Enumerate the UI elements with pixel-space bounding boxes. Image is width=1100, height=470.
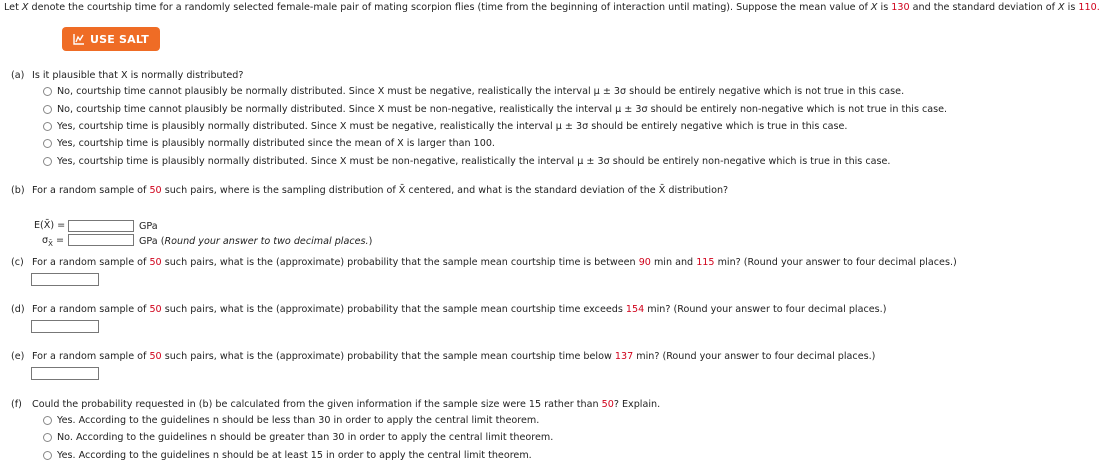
part-a-letter: (a) <box>11 70 25 81</box>
part-b-letter: (b) <box>11 185 25 196</box>
part-a-option-1[interactable]: No, courtship time cannot plausibly be normally distributed. Since X must be negative, realistically the interval μ ± 3σ should be entirely negative which is not true in this case. <box>57 86 905 97</box>
chart-icon <box>73 33 85 45</box>
part-a-option-5[interactable]: Yes, courtship time is plausibly normally distributed. Since X must be non-negative, realistically the interval μ ± 3σ should be entirely non-negative which is true in this case. <box>57 156 891 167</box>
part-c-question: For a random sample of 50 such pairs, what is the (approximate) probability that the sample mean courtship time is between 90 min and 115 min? (Round your answer to four decimal places.) <box>32 257 957 268</box>
part-c-answer-input[interactable] <box>31 273 99 286</box>
part-e-question: For a random sample of 50 such pairs, what is the (approximate) probability that the sample mean courtship time below 137 min? (Round your answer to four decimal places.) <box>32 351 876 362</box>
use-salt-button[interactable] <box>62 27 160 51</box>
part-a-question: Is it plausible that X is normally distributed? <box>32 70 244 81</box>
sd-xbar-unit: GPa (Round your answer to two decimal places.) <box>139 236 373 247</box>
part-a-option-5-radio[interactable] <box>43 157 52 166</box>
sd-xbar-label: $\sigma_{X̄}$ = <box>42 235 64 248</box>
part-e-answer-input[interactable] <box>31 367 99 380</box>
part-f-option-1[interactable]: Yes. According to the guidelines n should be less than 30 in order to apply the central limit theorem. <box>57 415 540 426</box>
part-f-letter: (f) <box>11 399 22 410</box>
sd-value: 110. <box>1078 2 1100 13</box>
part-a-option-4-radio[interactable] <box>43 139 52 148</box>
part-c-letter: (c) <box>11 257 24 268</box>
part-f-option-2-radio[interactable] <box>43 433 52 442</box>
part-a-option-1-radio[interactable] <box>43 87 52 96</box>
sample-size: 50 <box>149 185 162 196</box>
part-d-answer-input[interactable] <box>31 320 99 333</box>
part-d-question: For a random sample of 50 such pairs, what is the (approximate) probability that the sample mean courtship time exceeds 154 min? (Round your answer to four decimal places.) <box>32 304 887 315</box>
part-f-question: Could the probability requested in (b) be calculated from the given information if the sample size were 15 rather than 50? Explain. <box>32 399 661 410</box>
part-a-option-4[interactable]: Yes, courtship time is plausibly normally distributed since the mean of X is larger than 100. <box>57 138 495 149</box>
part-f-option-3-radio[interactable] <box>43 451 52 460</box>
expected-value-label: E(X̄) = <box>34 220 66 231</box>
part-e-letter: (e) <box>11 351 25 362</box>
sd-xbar-input[interactable] <box>68 234 134 246</box>
part-f-option-1-radio[interactable] <box>43 416 52 425</box>
part-a-option-2[interactable]: No, courtship time cannot plausibly be normally distributed. Since X must be non-negative, realistically the interval μ ± 3σ should be entirely non-negative which is not true in this case. <box>57 104 948 115</box>
part-a-option-3-radio[interactable] <box>43 122 52 131</box>
part-a-option-2-radio[interactable] <box>43 105 52 114</box>
part-f-option-2[interactable]: No. According to the guidelines n should be greater than 30 in order to apply the central limit theorem. <box>57 432 554 443</box>
use-salt-label: USE SALT <box>90 32 149 46</box>
part-d-letter: (d) <box>11 304 25 315</box>
part-b-question: For a random sample of 50 such pairs, where is the sampling distribution of X̄ centered, and what is the standard deviation of the X̄ distribution? <box>32 185 729 196</box>
expected-value-unit: GPa <box>139 221 158 232</box>
mean-value: 130 <box>891 2 910 13</box>
problem-intro: Let X denote the courtship time for a randomly selected female-male pair of mating scorpion flies (time from the beginning of interaction until mating). Suppose the mean value of X is 130 and the standard deviation of X is 110. <box>4 2 1100 13</box>
part-a-option-3[interactable]: Yes, courtship time is plausibly normally distributed. Since X must be negative, realistically the interval μ ± 3σ should be entirely negative which is true in this case. <box>57 121 848 132</box>
expected-value-input[interactable] <box>68 220 134 232</box>
part-f-option-3[interactable]: Yes. According to the guidelines n should be at least 15 in order to apply the central limit theorem. <box>57 450 532 461</box>
